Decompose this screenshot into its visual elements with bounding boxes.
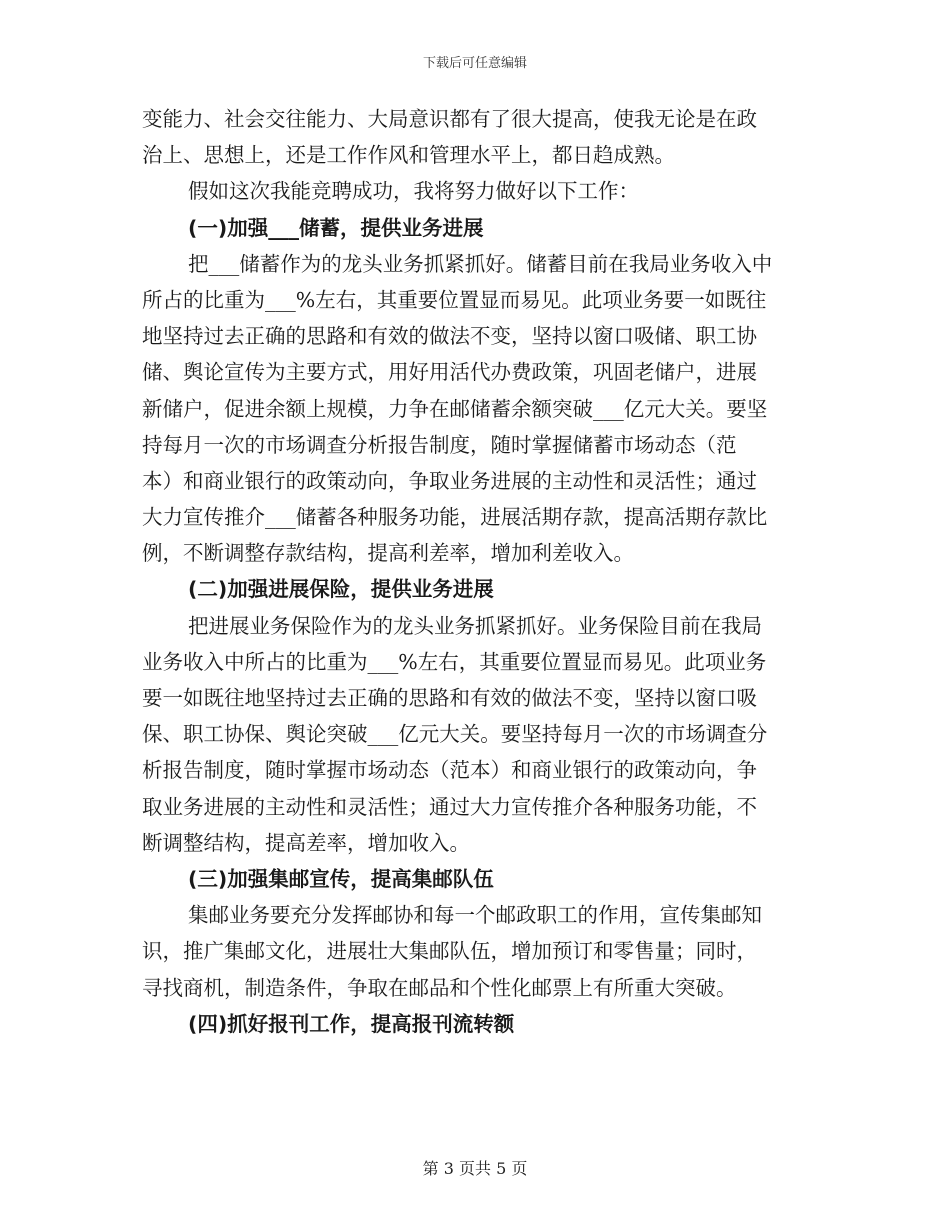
text-line: 例，不断调整存款结构，提高利差率，增加利差收入。 (142, 541, 634, 566)
section-heading: (二)加强进展保险，提供业务进展 (188, 577, 494, 602)
text-line: 取业务进展的主动性和灵活性；通过大力宣传推介各种服务功能，不 (142, 794, 757, 819)
document-body (142, 101, 807, 1042)
text-line: 保、职工协保、舆论突破___亿元大关。要坚持每月一次的市场调查分 (142, 722, 768, 747)
text-line: 假如这次我能竞聘成功，我将努力做好以下工作： (188, 179, 639, 204)
text-line: 治上、思想上，还是工作作风和管理水平上，都日趋成熟。 (142, 143, 675, 168)
text-line: 变能力、社会交往能力、大局意识都有了很大提高，使我无论是在政 (142, 107, 757, 131)
section-heading: (一)加强___储蓄，提供业务进展 (188, 215, 484, 240)
text-line: 把进展业务保险作为的龙头业务抓紧抓好。业务保险目前在我局 (188, 613, 762, 638)
text-line: 新储户，促进余额上规模，力争在邮储蓄余额突破___亿元大关。要坚 (142, 396, 768, 421)
text-line: 把___储蓄作为的龙头业务抓紧抓好。储蓄目前在我局业务收入中 (188, 251, 773, 276)
text-line: 断调整结构，提高差率，增加收入。 (142, 830, 470, 855)
text-line: 寻找商机，制造条件，争取在邮品和个性化邮票上有所重大突破。 (142, 975, 737, 1000)
text-line: 储、舆论宣传为主要方式，用好用活代办费政策，巩固老储户，进展 (142, 360, 757, 385)
text-line: 本）和商业银行的政策动向，争取业务进展的主动性和灵活性；通过 (142, 468, 757, 493)
text-line: 识，推广集邮文化，进展壮大集邮队伍，增加预订和零售量；同时， (142, 939, 757, 964)
text-line: 析报告制度，随时掌握市场动态（范本）和商业银行的政策动向，争 (142, 758, 757, 783)
section-heading: (三)加强集邮宣传，提高集邮队伍 (188, 866, 494, 891)
section-heading: (四)抓好报刊工作，提高报刊流转额 (188, 1011, 515, 1036)
text-line: 业务收入中所占的比重为___%左右，其重要位置显而易见。此项业务 (142, 649, 767, 674)
text-line: 要一如既往地坚持过去正确的思路和有效的做法不变，坚持以窗口吸 (142, 686, 757, 710)
page-number: 第 3 页共 5 页 (422, 1159, 528, 1178)
page-header: 下载后可任意编辑 (422, 56, 527, 71)
text-line: 大力宣传推介___储蓄各种服务功能，进展活期存款，提高活期存款比 (142, 505, 768, 530)
text-line: 所占的比重为___%左右，其重要位置显而易见。此项业务要一如既往 (142, 287, 767, 312)
text-line: 持每月一次的市场调查分析报告制度，随时掌握储蓄市场动态（范 (142, 432, 737, 457)
text-line: 集邮业务要充分发挥邮协和每一个邮政职工的作用，宣传集邮知 (188, 903, 762, 928)
text-line: 地坚持过去正确的思路和有效的做法不变，坚持以窗口吸储、职工协 (142, 324, 757, 349)
